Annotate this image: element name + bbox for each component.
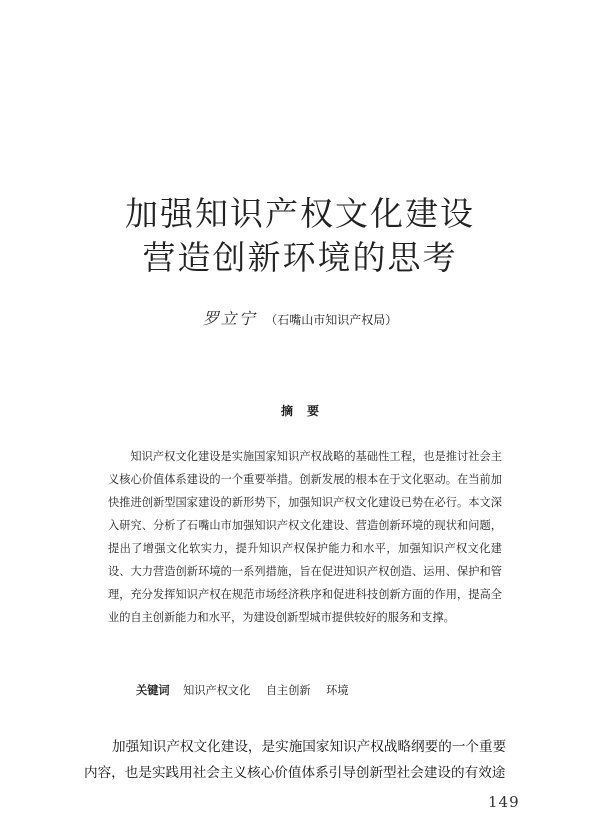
author-affiliation: （石嘴山市知识产权局） bbox=[265, 313, 398, 327]
intro-paragraph-line-2: 内容，也是实践用社会主义核心价值体系引导创新型社会建设的有效途 bbox=[84, 765, 506, 781]
keyword-item: 自主创新 bbox=[265, 684, 311, 697]
keywords-line bbox=[136, 682, 361, 698]
keyword-item: 环境 bbox=[326, 684, 349, 697]
document-title-line-1: 加强知识产权文化建设 bbox=[125, 194, 475, 233]
author-name: 罗立宁 bbox=[202, 309, 257, 328]
author-line bbox=[0, 306, 600, 329]
abstract-heading: 摘要 bbox=[280, 404, 333, 418]
page-number: 149 bbox=[488, 793, 520, 811]
keyword-item: 知识产权文化 bbox=[183, 684, 251, 697]
keywords-label: 关键词 bbox=[136, 684, 170, 697]
intro-paragraph-line-1: 加强知识产权文化建设，是实施国家知识产权战略纲要的一个重要 bbox=[112, 739, 507, 755]
document-title-line-2: 营造创新环境的思考 bbox=[142, 238, 458, 277]
abstract-body: 知识产权文化建设是实施国家知识产权战略的基础性工程，也是推讨社会主义核心价值体系建设的一个重要举措。创新发展的根本在于文化驱动。在当前加快推进创新型国家建设的新形势下，加强知识产权文化建设已势在必行。本文深入研究、分析了石嘴山市加强知识产权文化建设、营造创新环境的现状和问题，提出了增强文化软实力，提升知识产权保护能力和水平，加强知识产权文化建设、大力营造创新环境的一系列措施，旨在促进知识产权创造、运用、保护和管理，充分发挥知识产权在规范市场经济秩序和促进科技创新方面的作用，提高全业的自主创新能力和水平，为建设创新型城市提供较好的服务和支撑。 bbox=[108, 450, 502, 624]
